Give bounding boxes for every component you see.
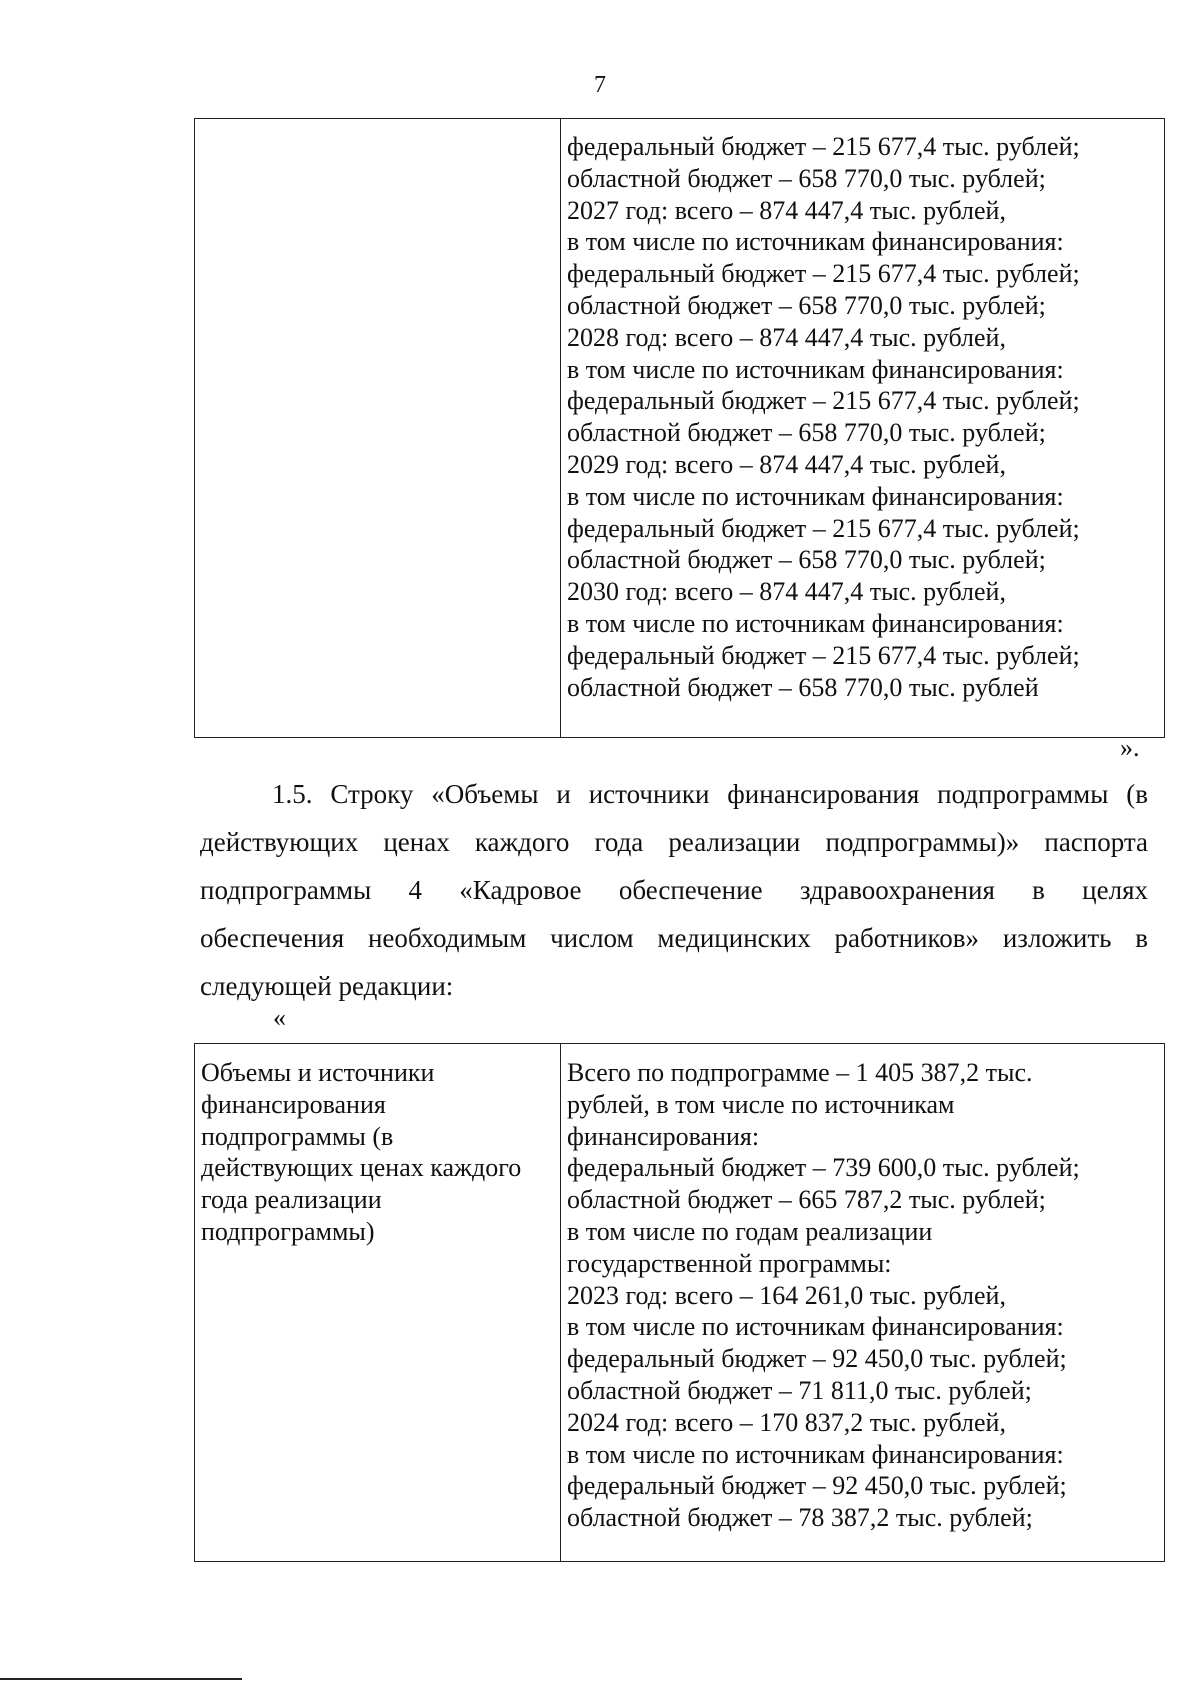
financing-line: государственной программы: — [567, 1248, 892, 1278]
paragraph-line: обеспечения необходимым числом медицинских работников» изложить в — [200, 923, 1148, 953]
paragraph-line: следующей редакции: — [200, 971, 454, 1001]
financing-line: федеральный бюджет – 215 677,4 тыс. рублей; — [567, 513, 1080, 543]
financing-table-new — [194, 1043, 1165, 1562]
financing-line: областной бюджет – 658 770,0 тыс. рублей; — [567, 290, 1046, 320]
financing-line: финансирования: — [567, 1121, 760, 1151]
label-line: Объемы и источники — [201, 1058, 435, 1087]
amendment-paragraph — [200, 770, 1148, 1010]
financing-line: 2027 год: всего – 874 447,4 тыс. рублей, — [567, 195, 1006, 225]
table-row — [195, 1044, 1165, 1562]
financing-line: в том числе по источникам финансирования: — [567, 1439, 1064, 1469]
label-line: финансирования — [201, 1089, 386, 1119]
paragraph-line: действующих ценах каждого года реализации подпрограммы)» паспорта — [200, 827, 1148, 857]
financing-line: в том числе по источникам финансирования: — [567, 354, 1064, 384]
financing-line: федеральный бюджет – 92 450,0 тыс. рублей; — [567, 1344, 1067, 1374]
financing-line: областной бюджет – 658 770,0 тыс. рублей; — [567, 163, 1046, 193]
closing-quote: ». — [1120, 733, 1140, 762]
table-cell-financing — [561, 1044, 1165, 1562]
financing-line: федеральный бюджет – 92 450,0 тыс. рублей; — [567, 1471, 1067, 1501]
paragraph-line: подпрограммы 4 «Кадровое обеспечение здравоохранения в целях — [200, 875, 1148, 905]
financing-line: областной бюджет – 665 787,2 тыс. рублей; — [567, 1185, 1046, 1215]
financing-line: федеральный бюджет – 215 677,4 тыс. рублей; — [567, 386, 1080, 416]
label-line: подпрограммы (в — [201, 1121, 394, 1151]
financing-table-continued — [194, 118, 1165, 738]
table-cell-label — [195, 119, 561, 738]
paragraph-line: 1.5. Строку «Объемы и источники финансирования подпрограммы (в — [272, 779, 1148, 809]
financing-line: областной бюджет – 658 770,0 тыс. рублей — [567, 672, 1039, 702]
financing-line: федеральный бюджет – 215 677,4 тыс. рублей; — [567, 640, 1080, 670]
financing-line: областной бюджет – 658 770,0 тыс. рублей; — [567, 418, 1046, 448]
opening-quote: « — [273, 1003, 286, 1032]
financing-line: в том числе по источникам финансирования: — [567, 481, 1064, 511]
financing-line: федеральный бюджет – 215 677,4 тыс. рублей; — [567, 259, 1080, 289]
financing-line: областной бюджет – 71 811,0 тыс. рублей; — [567, 1375, 1032, 1405]
financing-line: Всего по подпрограмме – 1 405 387,2 тыс. — [567, 1058, 1033, 1087]
financing-line: 2029 год: всего – 874 447,4 тыс. рублей, — [567, 449, 1006, 479]
label-line: действующих ценах каждого — [201, 1153, 522, 1183]
financing-line: в том числе по источникам финансирования: — [567, 227, 1064, 257]
financing-line: федеральный бюджет – 739 600,0 тыс. рублей; — [567, 1153, 1080, 1183]
financing-line: в том числе по источникам финансирования: — [567, 1312, 1064, 1342]
financing-line: в том числе по источникам финансирования: — [567, 608, 1064, 638]
financing-line: областной бюджет – 658 770,0 тыс. рублей; — [567, 545, 1046, 575]
table-row — [195, 119, 1165, 738]
financing-line: 2028 год: всего – 874 447,4 тыс. рублей, — [567, 322, 1006, 352]
financing-line: 2030 год: всего – 874 447,4 тыс. рублей, — [567, 577, 1006, 607]
financing-line: 2023 год: всего – 164 261,0 тыс. рублей, — [567, 1280, 1006, 1310]
table-cell-financing — [561, 119, 1165, 738]
financing-line: федеральный бюджет – 215 677,4 тыс. рублей; — [567, 132, 1080, 161]
label-line: года реализации — [201, 1185, 382, 1215]
page-number: 7 — [594, 72, 606, 98]
financing-line: 2024 год: всего – 170 837,2 тыс. рублей, — [567, 1407, 1006, 1437]
label-line: подпрограммы) — [201, 1216, 375, 1246]
table-cell-label — [195, 1044, 561, 1562]
footer-rule — [0, 1678, 242, 1680]
financing-line: областной бюджет – 78 387,2 тыс. рублей; — [567, 1503, 1033, 1533]
financing-line: рублей, в том числе по источникам — [567, 1089, 955, 1119]
financing-line: в том числе по годам реализации — [567, 1216, 933, 1246]
